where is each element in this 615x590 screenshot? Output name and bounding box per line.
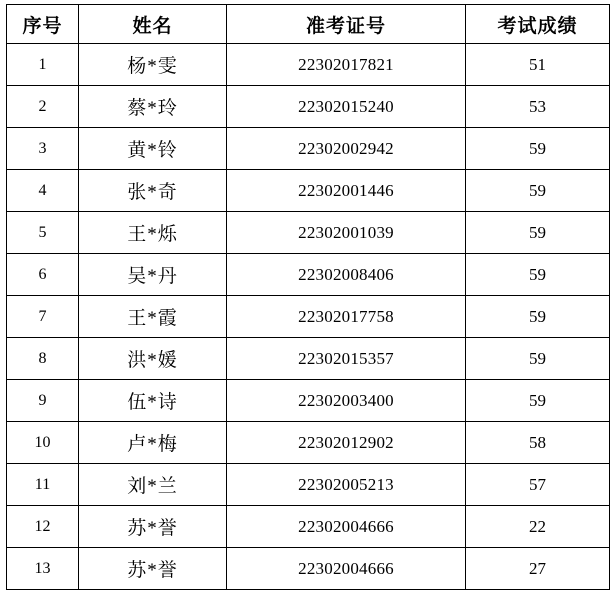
column-header-score: 考试成绩 [466, 5, 610, 44]
table-header-row [7, 5, 610, 44]
cell-index: 7 [7, 296, 79, 338]
cell-score: 59 [466, 338, 610, 380]
cell-name: 苏*誉 [79, 548, 227, 590]
cell-index: 2 [7, 86, 79, 128]
table-row [7, 338, 610, 380]
cell-index: 3 [7, 128, 79, 170]
cell-index: 11 [7, 464, 79, 506]
table-row [7, 254, 610, 296]
cell-ticket: 22302012902 [227, 422, 466, 464]
table-row [7, 212, 610, 254]
cell-score: 59 [466, 170, 610, 212]
table-body [7, 44, 610, 590]
cell-name: 杨*雯 [79, 44, 227, 86]
cell-ticket: 22302017758 [227, 296, 466, 338]
cell-score: 51 [466, 44, 610, 86]
cell-ticket: 22302003400 [227, 380, 466, 422]
cell-score: 27 [466, 548, 610, 590]
score-table-container [0, 4, 615, 590]
table-row [7, 170, 610, 212]
cell-ticket: 22302004666 [227, 548, 466, 590]
column-header-index: 序号 [7, 5, 79, 44]
cell-score: 59 [466, 128, 610, 170]
cell-name: 黄*铃 [79, 128, 227, 170]
cell-index: 9 [7, 380, 79, 422]
cell-score: 53 [466, 86, 610, 128]
cell-score: 59 [466, 380, 610, 422]
column-header-name: 姓名 [79, 5, 227, 44]
cell-index: 8 [7, 338, 79, 380]
cell-name: 蔡*玲 [79, 86, 227, 128]
cell-index: 6 [7, 254, 79, 296]
cell-score: 59 [466, 212, 610, 254]
cell-name: 卢*梅 [79, 422, 227, 464]
cell-index: 5 [7, 212, 79, 254]
cell-index: 12 [7, 506, 79, 548]
table-row [7, 422, 610, 464]
cell-index: 1 [7, 44, 79, 86]
table-row [7, 506, 610, 548]
cell-name: 苏*誉 [79, 506, 227, 548]
cell-name: 伍*诗 [79, 380, 227, 422]
cell-ticket: 22302015357 [227, 338, 466, 380]
cell-ticket: 22302005213 [227, 464, 466, 506]
table-row [7, 86, 610, 128]
table-row [7, 380, 610, 422]
cell-name: 刘*兰 [79, 464, 227, 506]
cell-name: 张*奇 [79, 170, 227, 212]
column-header-ticket: 准考证号 [227, 5, 466, 44]
cell-name: 洪*媛 [79, 338, 227, 380]
cell-ticket: 22302001446 [227, 170, 466, 212]
cell-score: 57 [466, 464, 610, 506]
cell-index: 10 [7, 422, 79, 464]
table-row [7, 128, 610, 170]
table-row [7, 548, 610, 590]
cell-score: 58 [466, 422, 610, 464]
cell-name: 王*霞 [79, 296, 227, 338]
table-row [7, 464, 610, 506]
cell-score: 59 [466, 296, 610, 338]
cell-index: 13 [7, 548, 79, 590]
table-header [7, 5, 610, 44]
cell-ticket: 22302004666 [227, 506, 466, 548]
cell-score: 59 [466, 254, 610, 296]
cell-score: 22 [466, 506, 610, 548]
table-row [7, 296, 610, 338]
cell-ticket: 22302015240 [227, 86, 466, 128]
exam-score-table [6, 4, 610, 590]
cell-index: 4 [7, 170, 79, 212]
cell-ticket: 22302017821 [227, 44, 466, 86]
cell-ticket: 22302002942 [227, 128, 466, 170]
cell-ticket: 22302001039 [227, 212, 466, 254]
cell-name: 吴*丹 [79, 254, 227, 296]
table-row [7, 44, 610, 86]
cell-ticket: 22302008406 [227, 254, 466, 296]
cell-name: 王*烁 [79, 212, 227, 254]
